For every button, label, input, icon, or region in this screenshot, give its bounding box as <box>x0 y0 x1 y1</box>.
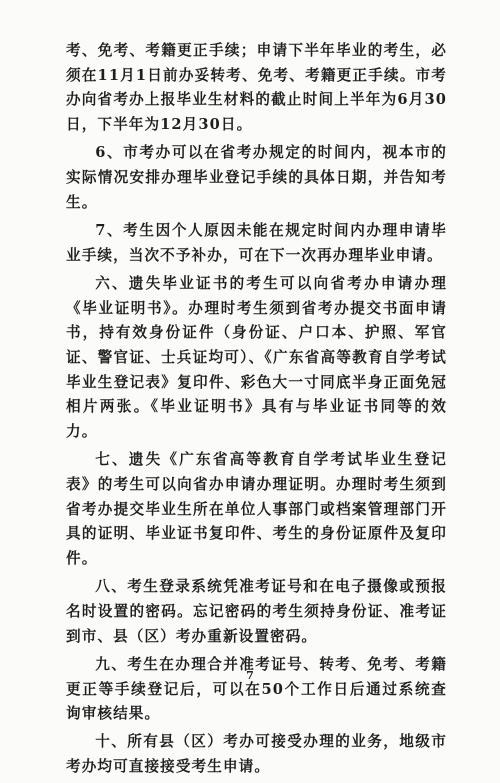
page-number: 7 <box>246 669 254 682</box>
paragraph-section-10: 十、所有县（区）考办可接受办理的业务，地级市考办均可直接接受考生申请。 <box>66 733 447 776</box>
paragraph-continuation: 考、免考、考籍更正手续；申请下半年毕业的考生，必须在11月1日前办妥转考、免考、考籍更正手续。市考办向省考办上报毕业生材料的截止时间上半年为6月30日，下半年为12月30日。 <box>66 42 447 134</box>
paragraph-item-6: 6、市考办可以在省考办规定的时间内，视本市的实际情况安排办理毕业登记手续的具体日期，并告知考生。 <box>66 144 447 211</box>
paragraph-section-6: 六、遗失毕业证书的考生可以向省考办申请办理《毕业证明书》。办理时考生须到省考办提交书面申请书，持有效身份证件（身份证、户口本、护照、军官证、警官证、士兵证均可）、《广东省高等教育自学考试毕业生登记表》复印件、彩色大一寸同底半身正面免冠相片两张。《毕业证明书》具有与毕业证书同等的效力。 <box>66 274 447 441</box>
paragraph-item-7: 7、考生因个人原因未能在规定时间内办理申请毕业手续，当次不予补办，可在下一次再办理毕业申请。 <box>66 221 447 264</box>
paragraph-section-9: 九、考生在办理合并准考证号、转考、免考、考籍更正等手续登记后，可以在50个工作日后通过系统查询审核结果。 <box>66 655 447 723</box>
paragraph-section-8: 八、考生登录系统凭准考证号和在电子摄像或预报名时设置的密码。忘记密码的考生须持身份证、准考证到市、县（区）考办重新设置密码。 <box>66 578 447 645</box>
paragraph-section-7: 七、遗失《广东省高等教育自学考试毕业生登记表》的考生可以向省办申请办理证明。办理时考生须到省考办提交毕业生所在单位人事部门或档案管理部门开具的证明、毕业证书复印件、考生的身份证原件及复印件。 <box>66 451 447 568</box>
